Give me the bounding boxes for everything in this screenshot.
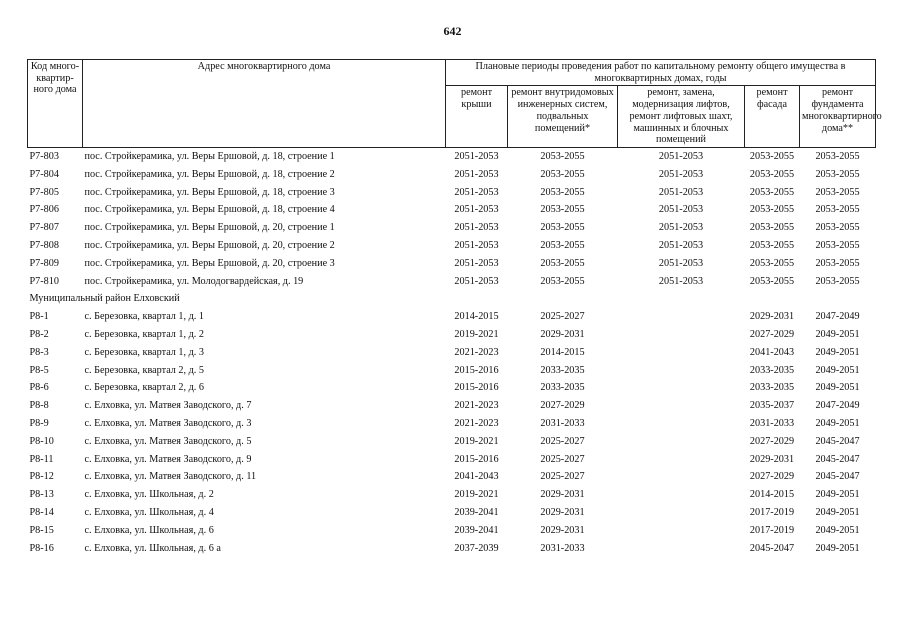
table-row (28, 326, 876, 344)
cell-foundation: 2045-2047 (815, 471, 860, 483)
cell-code: Р7-803 (29, 151, 59, 163)
cell-facade: 2031-2033 (749, 418, 795, 430)
cell-lifts (618, 397, 745, 415)
cell-roof: 2051-2053 (454, 151, 499, 163)
cell-roof: 2051-2053 (454, 222, 499, 234)
cell-systems: 2025-2027 (540, 435, 585, 447)
header-periods-group: Плановые периоды проведения работ по капитальному ремонту общего имущества в многоквартирных домах, годы (446, 60, 876, 86)
cell-foundation: 2053-2055 (815, 186, 860, 198)
cell-code: Р8-3 (29, 346, 49, 358)
cell-address: с. Елховка, ул. Матвея Заводского, д. 11 (84, 471, 257, 483)
cell-address: с. Елховка, ул. Матвея Заводского, д. 7 (84, 400, 252, 412)
cell-facade: 2033-2035 (749, 364, 795, 376)
cell-foundation: 2049-2051 (815, 346, 860, 358)
cell-facade: 2029-2031 (749, 311, 795, 323)
cell-roof: 2021-2023 (454, 346, 499, 358)
cell-roof: 2051-2053 (454, 168, 499, 180)
cell-lifts (618, 433, 745, 451)
cell-code: Р8-2 (29, 329, 49, 341)
cell-code: Р7-808 (29, 240, 59, 252)
cell-roof: 2039-2041 (454, 524, 499, 536)
cell-roof: 2019-2021 (454, 489, 499, 501)
cell-facade: 2053-2055 (749, 257, 795, 269)
cell-code: Р7-805 (29, 186, 59, 198)
cell-code: Р8-10 (29, 435, 54, 447)
cell-code: Р8-15 (29, 524, 54, 536)
cell-lifts (618, 451, 745, 469)
cell-systems: 2033-2035 (540, 364, 585, 376)
cell-lifts (618, 504, 745, 522)
cell-foundation: 2049-2051 (815, 489, 860, 501)
cell-address: пос. Стройкерамика, ул. Веры Ершовой, д. 18, строение 1 (84, 151, 335, 163)
table-row (28, 486, 876, 504)
cell-foundation: 2045-2047 (815, 453, 860, 465)
cell-code: Р8-12 (29, 471, 54, 483)
cell-systems: 2053-2055 (540, 240, 585, 252)
cell-foundation: 2049-2051 (815, 542, 860, 554)
cell-code: Р7-807 (29, 222, 59, 234)
district-section (28, 290, 876, 308)
cell-code: Р8-8 (29, 400, 49, 412)
cell-foundation: 2047-2049 (815, 400, 860, 412)
cell-roof: 2037-2039 (454, 542, 499, 554)
header-foundation: ремонт фундамента многоквартирного дома** (800, 86, 876, 148)
table-row (28, 540, 876, 558)
cell-roof: 2051-2053 (454, 275, 499, 287)
table-row (28, 308, 876, 326)
cell-address: с. Елховка, ул. Матвея Заводского, д. 3 (84, 418, 252, 430)
cell-address: пос. Стройкерамика, ул. Веры Ершовой, д. 18, строение 2 (84, 168, 335, 180)
cell-lifts (618, 540, 745, 558)
cell-facade: 2053-2055 (749, 151, 795, 163)
cell-systems: 2031-2033 (540, 418, 585, 430)
cell-address: с. Елховка, ул. Школьная, д. 4 (84, 507, 214, 518)
cell-code: Р7-804 (29, 168, 59, 180)
cell-facade: 2029-2031 (749, 453, 795, 465)
cell-lifts: 2051-2053 (658, 204, 704, 216)
table-header (28, 60, 882, 148)
cell-lifts: 2051-2053 (658, 240, 704, 252)
cell-systems: 2014-2015 (540, 346, 585, 358)
cell-lifts (618, 362, 745, 380)
cell-facade: 2053-2055 (749, 168, 795, 180)
cell-foundation: 2053-2055 (815, 168, 860, 180)
table-row (28, 522, 876, 540)
cell-lifts (618, 326, 745, 344)
header-facade: ремонт фасада (745, 86, 800, 148)
cell-lifts (618, 308, 745, 326)
cell-facade: 2027-2029 (749, 329, 795, 341)
cell-address: с. Елховка, ул. Школьная, д. 6 (84, 524, 214, 536)
table-row (28, 379, 876, 397)
cell-facade: 2053-2055 (749, 275, 795, 287)
cell-address: с. Елховка, ул. Матвея Заводского, д. 9 (84, 453, 252, 465)
cell-foundation: 2045-2047 (815, 435, 860, 447)
cell-systems: 2029-2031 (540, 524, 585, 536)
cell-code: Р7-809 (29, 257, 59, 269)
header-lifts: ремонт, замена, модернизация лифтов, ремонт лифтовых шахт, машинных и блочных помещений (618, 86, 745, 148)
cell-address: с. Березовка, квартал 1, д. 2 (84, 329, 204, 341)
table-row (28, 362, 876, 380)
table-row (28, 451, 876, 469)
cell-lifts (618, 344, 745, 362)
cell-roof: 2051-2053 (454, 240, 499, 252)
table-row (28, 344, 876, 362)
cell-address: с. Березовка, квартал 2, д. 5 (84, 364, 204, 376)
cell-foundation: 2049-2051 (815, 418, 860, 430)
cell-roof: 2041-2043 (454, 471, 499, 483)
cell-foundation: 2049-2051 (815, 329, 860, 341)
cell-roof: 2051-2053 (454, 257, 499, 269)
cell-code: Р8-6 (29, 382, 49, 394)
cell-roof: 2014-2015 (454, 311, 499, 323)
cell-facade: 2053-2055 (749, 222, 795, 234)
cell-foundation: 2053-2055 (815, 275, 860, 287)
district-title: Муниципальный район Елховский (29, 293, 180, 305)
table-row (28, 273, 876, 291)
cell-facade: 2017-2019 (749, 524, 795, 536)
cell-lifts: 2051-2053 (658, 257, 704, 269)
cell-foundation: 2053-2055 (815, 222, 860, 234)
cell-systems: 2053-2055 (540, 275, 585, 287)
cell-facade: 2014-2015 (749, 489, 795, 501)
table-row (28, 433, 876, 451)
cell-systems: 2053-2055 (540, 186, 585, 198)
cell-roof: 2021-2023 (454, 400, 499, 412)
cell-code: Р8-13 (29, 489, 54, 501)
header-code: Код много-квартир-ного дома (28, 60, 83, 148)
cell-facade: 2041-2043 (749, 346, 795, 358)
cell-foundation: 2047-2049 (815, 311, 860, 323)
table-row (28, 504, 876, 522)
cell-systems: 2025-2027 (540, 471, 585, 483)
cell-address: с. Елховка, ул. Матвея Заводского, д. 5 (84, 435, 252, 447)
cell-foundation: 2053-2055 (815, 204, 860, 216)
header-roof: ремонт крыши (446, 86, 508, 148)
cell-facade: 2027-2029 (749, 471, 795, 483)
cell-lifts (618, 486, 745, 504)
cell-systems: 2027-2029 (540, 400, 585, 412)
cell-systems: 2053-2055 (540, 204, 585, 216)
cell-address: пос. Стройкерамика, ул. Веры Ершовой, д. 18, строение 4 (84, 204, 335, 216)
cell-foundation: 2049-2051 (815, 507, 860, 518)
cell-foundation: 2053-2055 (815, 240, 860, 252)
cell-roof: 2019-2021 (454, 435, 499, 447)
table-row (28, 201, 876, 219)
cell-lifts: 2051-2053 (658, 151, 704, 163)
table-row (28, 148, 876, 166)
cell-address: пос. Стройкерамика, ул. Веры Ершовой, д. 20, строение 3 (84, 257, 335, 269)
cell-address: с. Березовка, квартал 2, д. 6 (84, 382, 204, 394)
cell-lifts (618, 415, 745, 433)
cell-roof: 2019-2021 (454, 329, 499, 341)
cell-code: Р8-11 (29, 453, 54, 465)
cell-systems: 2053-2055 (540, 257, 585, 269)
cell-foundation: 2049-2051 (815, 364, 860, 376)
table-row (28, 166, 876, 184)
cell-facade: 2017-2019 (749, 507, 795, 518)
cell-systems: 2031-2033 (540, 542, 585, 554)
cell-lifts: 2051-2053 (658, 168, 704, 180)
cell-lifts: 2051-2053 (658, 275, 704, 287)
table-row (28, 219, 876, 237)
cell-address: с. Березовка, квартал 1, д. 3 (84, 346, 204, 358)
cell-systems: 2029-2031 (540, 489, 585, 501)
cell-roof: 2015-2016 (454, 453, 499, 465)
table-row (28, 415, 876, 433)
cell-foundation: 2053-2055 (815, 257, 860, 269)
cell-code: Р7-810 (29, 275, 59, 287)
header-address: Адрес многоквартирного дома (83, 60, 446, 148)
cell-address: с. Березовка, квартал 1, д. 1 (84, 311, 204, 323)
cell-address: пос. Стройкерамика, ул. Веры Ершовой, д. 20, строение 1 (84, 222, 335, 234)
cell-facade: 2033-2035 (749, 382, 795, 394)
cell-code: Р8-1 (29, 311, 49, 323)
cell-facade: 2053-2055 (749, 186, 795, 198)
header-systems: ремонт внутридомовых инженерных систем, подвальных помещений* (508, 86, 618, 148)
table-row (28, 184, 876, 202)
district-row (28, 290, 876, 308)
cell-code: Р8-16 (29, 542, 54, 554)
cell-lifts: 2051-2053 (658, 186, 704, 198)
cell-code: Р7-806 (29, 204, 59, 216)
cell-lifts (618, 468, 745, 486)
cell-systems: 2025-2027 (540, 311, 585, 323)
cell-facade: 2045-2047 (749, 542, 795, 554)
cell-systems: 2029-2031 (540, 507, 585, 518)
cell-code: Р8-9 (29, 418, 49, 430)
cell-roof: 2039-2041 (454, 507, 499, 518)
cell-lifts: 2051-2053 (658, 222, 704, 234)
repair-schedule-table (27, 59, 882, 557)
cell-systems: 2029-2031 (540, 329, 585, 341)
page-number: 642 (443, 24, 462, 38)
cell-lifts (618, 522, 745, 540)
cell-foundation: 2049-2051 (815, 382, 860, 394)
cell-code: Р8-14 (29, 507, 54, 518)
table-row (28, 255, 876, 273)
cell-lifts (618, 379, 745, 397)
cell-roof: 2015-2016 (454, 382, 499, 394)
cell-systems: 2053-2055 (540, 151, 585, 163)
table-row (28, 237, 876, 255)
cell-foundation: 2053-2055 (815, 151, 860, 163)
table-row (28, 397, 876, 415)
cell-roof: 2015-2016 (454, 364, 499, 376)
cell-systems: 2025-2027 (540, 453, 585, 465)
cell-address: с. Елховка, ул. Школьная, д. 2 (84, 489, 214, 501)
cell-address: пос. Стройкерамика, ул. Молодогвардейская, д. 19 (84, 275, 304, 287)
cell-systems: 2033-2035 (540, 382, 585, 394)
cell-facade: 2053-2055 (749, 204, 795, 216)
table-row (28, 468, 876, 486)
cell-roof: 2021-2023 (454, 418, 499, 430)
cell-facade: 2035-2037 (749, 400, 795, 412)
cell-facade: 2053-2055 (749, 240, 795, 252)
rows-stroykeramika (28, 148, 876, 291)
cell-address: пос. Стройкерамика, ул. Веры Ершовой, д. 18, строение 3 (84, 186, 335, 198)
cell-systems: 2053-2055 (540, 222, 585, 234)
cell-code: Р8-5 (29, 364, 49, 376)
cell-address: пос. Стройкерамика, ул. Веры Ершовой, д. 20, строение 2 (84, 240, 335, 252)
cell-roof: 2051-2053 (454, 204, 499, 216)
cell-address: с. Елховка, ул. Школьная, д. 6 а (84, 542, 221, 554)
cell-systems: 2053-2055 (540, 168, 585, 180)
cell-foundation: 2049-2051 (815, 524, 860, 536)
cell-facade: 2027-2029 (749, 435, 795, 447)
cell-roof: 2051-2053 (454, 186, 499, 198)
rows-elkhovsky (28, 308, 876, 557)
